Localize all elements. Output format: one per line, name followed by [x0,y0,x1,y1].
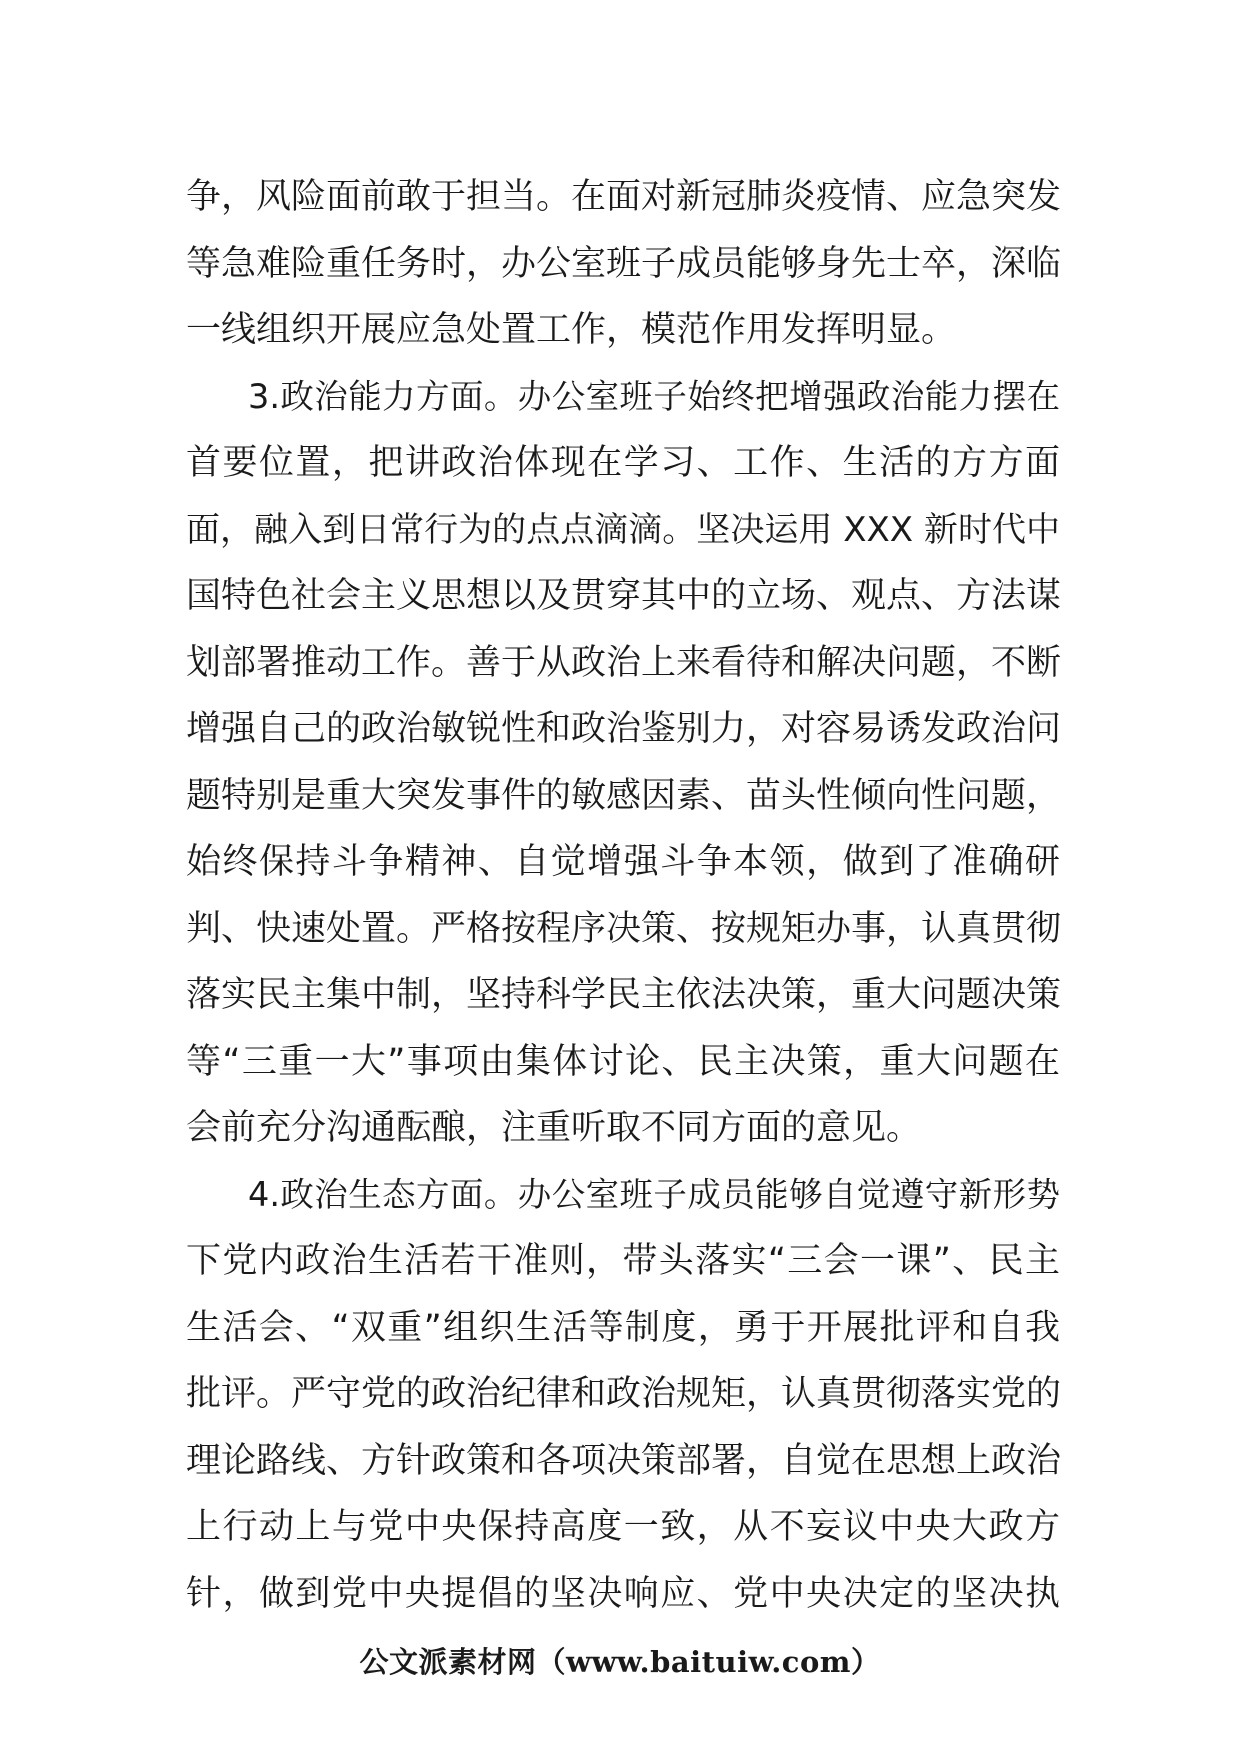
text-line: 首要位置，把讲政治体现在学习、工作、生活的方方面 [186,443,1060,483]
text-line: 划部署推动工作。善于从政治上来看待和解决问题，不断 [186,642,1062,683]
text-line: 3.政治能力方面。办公室班子始终把增强政治能力摆在 [248,376,1060,416]
text-line: 面，融入到日常行为的点点滴滴。坚决运用 XXX 新时代中 [186,509,1060,550]
text-line: 生活会、“双重”组织生活等制度，勇于开展批评和自我 [186,1307,1060,1348]
text-line: 上行动上与党中央保持高度一致，从不妄议中央大政方 [186,1507,1060,1547]
text-line: 4.政治生态方面。办公室班子成员能够自觉遵守新形势 [248,1174,1060,1214]
text-line: 落实民主集中制，坚持科学民主依法决策，重大问题决策 [186,975,1062,1015]
text-line: 理论路线、方针政策和各项决策部署，自觉在思想上政治 [186,1440,1062,1481]
text-line: 国特色社会主义思想以及贯穿其中的立场、观点、方法谋 [186,576,1062,616]
text-line: 增强自己的政治敏锐性和政治鉴别力，对容易诱发政治问 [186,709,1062,749]
text-line: 针，做到党中央提倡的坚决响应、党中央决定的坚决执 [186,1573,1060,1614]
text-line: 判、快速处置。严格按程序决策、按规矩办事，认真贯彻 [186,908,1062,949]
text-line: 批评。严守党的政治纪律和政治规矩，认真贯彻落实党的 [186,1374,1062,1414]
footer-watermark: 公文派素材网（www.baituiw.com） [359,1645,881,1679]
text-line: 等“三重一大”事项由集体讨论、民主决策，重大问题在 [186,1041,1060,1082]
text-line: 下党内政治生活若干准则，带头落实“三会一课”、民主 [186,1241,1060,1281]
text-line: 会前充分沟通酝酿，注重听取不同方面的意见。 [186,1108,922,1148]
text-line: 争，风险面前敢于担当。在面对新冠肺炎疫情、应急突发 [186,177,1062,217]
text-line: 等急难险重任务时，办公室班子成员能够身先士卒，深临 [186,243,1062,284]
text-line: 一线组织开展应急处置工作，模范作用发挥明显。 [186,310,957,350]
text-line: 始终保持斗争精神、自觉增强斗争本领，做到了准确研 [186,842,1060,882]
text-line: 题特别是重大突发事件的敏感因素、苗头性倾向性问题， [186,775,1062,816]
document-body [186,164,1060,1627]
